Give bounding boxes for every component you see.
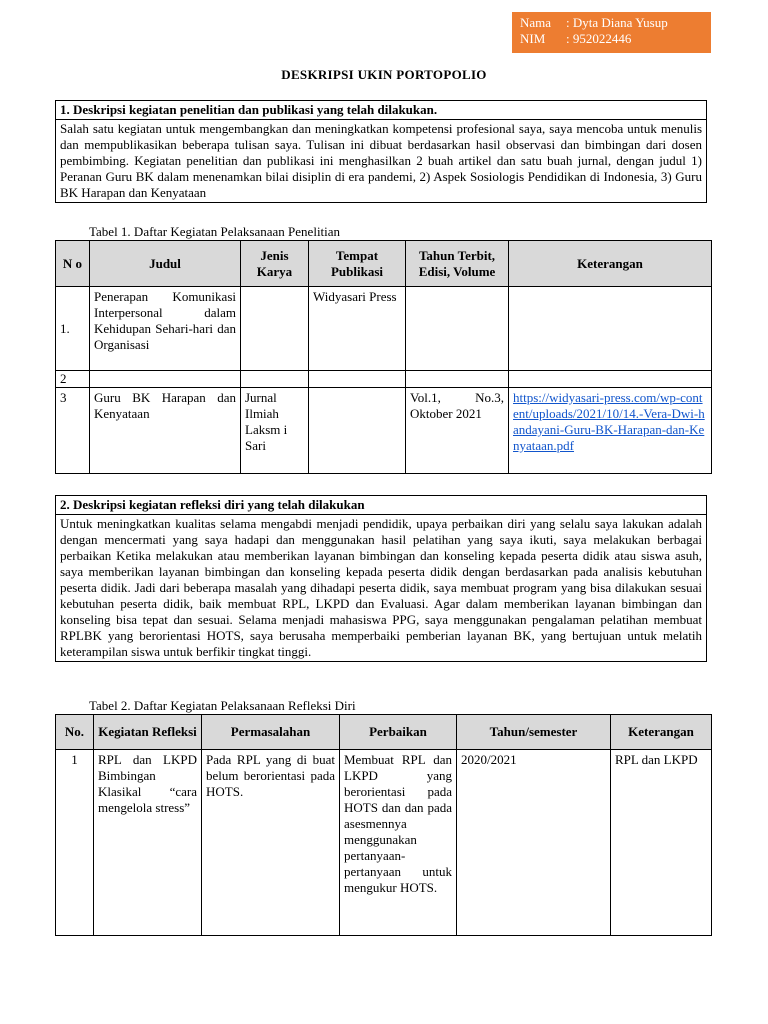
name-label: Nama	[520, 15, 552, 30]
table-cell-no: 1.	[56, 287, 90, 371]
section-1-heading: 1. Deskripsi kegiatan penelitian dan publikasi yang telah dilakukan.	[56, 101, 706, 120]
table-2-header-no: No.	[56, 715, 94, 750]
table-cell-judul: Penerapan Komunikasi Interpersonal dalam Kehidupan Sehari-hari dan Organisasi	[90, 287, 241, 371]
identity-box	[512, 12, 711, 53]
table-cell-tahun	[406, 287, 509, 371]
name-value: : Dyta Diana Yusup	[566, 15, 668, 30]
table-cell-tempat	[309, 388, 406, 474]
table-row	[56, 750, 712, 936]
table-cell-keterangan	[509, 371, 712, 388]
table-cell-perbaikan: Membuat RPL dan LKPD yang berorientasi pada HOTS dan dan pada asesmennya menggunakan pertanyaan-pertanyaan untuk mengukur HOTS.	[340, 750, 457, 936]
table-cell-kegiatan: RPL dan LKPD Bimbingan Klasikal “cara mengelola stress”	[94, 750, 202, 936]
table-row	[56, 287, 712, 371]
section-2-body: Untuk meningkatkan kualitas selama mengabdi menjadi pendidik, upaya perbaikan diri yang selalu saya lakukan adalah dengan mencermati yang saya hadapi dan menggunakan hasil pelatihan yang saya ikuti, saya melakukan berbagai perbaikan Ketika melakukan atau memberikan layanan bimbingan dan konseling kepada peserta didik atau siswa asuh, saya memberikan layanan bimbingan dan konseling kepada peserta didik dengan berdasarkan pada analisis kebutuhan peserta didik. Jadi dari beberapa masalah yang dihadapi peserta didik, saya membuat program yang bisa dilakukan sesuai kebutuhan peserta didik, baik membuat RPL, LKPD dan Evaluasi. Agar dalam memberikan layanan bimbingan dan konseling bisa tepat dan sesuai. Selama menjadi mahasiswa PPG, saya menggunakan pengalaman pelatihan membuat RPLBK yang berorientasi HOTS, saya berusaha memperbaiki pemberian layanan BK, yang bertujuan untuk melatih keterampilan siswa untuk berfikir tingkat tinggi.	[60, 516, 702, 659]
section-2-box	[55, 495, 707, 662]
table-cell-jenis: Jurnal Ilmiah Laksm i Sari	[241, 388, 309, 474]
table-cell-judul	[90, 371, 241, 388]
table-cell-no: 1	[56, 750, 94, 936]
table-2-header-perbaikan: Perbaikan	[340, 715, 457, 750]
table-row	[56, 371, 712, 388]
table-1-header-jenis: Jenis Karya	[241, 241, 309, 287]
table-1-header-tempat: Tempat Publikasi	[309, 241, 406, 287]
table-cell-keterangan: RPL dan LKPD	[611, 750, 712, 936]
section-1-body: Salah satu kegiatan untuk mengembangkan dan meningkatkan kompetensi profesional saya, saya mencoba untuk menulis dan mempublikasikan beberapa tulisan saya. Tulisan ini dibuat berdasarkan hasil observasi dan bimbingan dari dosen pembimbing. Kegiatan penelitian dan publikasi ini menghasilkan 2 buah artikel dan satu buah jurnal, dengan judul 1) Peranan Guru BK dalam menenamkan bilai disiplin di era pandemi, 2) Aspek Sosiologis Pendidikan di Indonesia, 3) Guru BK Harapan dan Kenyataan	[60, 121, 702, 200]
table-cell-jenis	[241, 287, 309, 371]
table-1-caption: Tabel 1. Daftar Kegiatan Pelaksanaan Penelitian	[89, 224, 341, 239]
nim-row	[520, 31, 703, 47]
table-cell-permasalahan: Pada RPL yang di buat belum berorientasi pada HOTS.	[202, 750, 340, 936]
table-cell-tahun: Vol.1, No.3, Oktober 2021	[406, 388, 509, 474]
table-2-header-tahun: Tahun/semester	[457, 715, 611, 750]
table-1-header-keterangan: Keterangan	[509, 241, 712, 287]
journal-link[interactable]: https://widyasari-press.com/wp-content/uploads/2021/10/14.-Vera-Dwi-handayani-Guru-BK-Harapan-dan-Kenyataan.pdf	[513, 390, 705, 453]
name-row	[520, 15, 703, 31]
table-cell-jenis	[241, 371, 309, 388]
table-row	[56, 388, 712, 474]
table-1-header-tahun: Tahun Terbit, Edisi, Volume	[406, 241, 509, 287]
table-cell-keterangan	[509, 388, 712, 474]
table-2-caption: Tabel 2. Daftar Kegiatan Pelaksanaan Refleksi Diri	[89, 698, 356, 713]
table-cell-no: 2	[56, 371, 90, 388]
table-1-header-row	[56, 241, 712, 287]
table-2-header-keterangan: Keterangan	[611, 715, 712, 750]
nim-label: NIM	[520, 31, 546, 46]
table-cell-no: 3	[56, 388, 90, 474]
table-1-header-judul: Judul	[90, 241, 241, 287]
table-2-header-kegiatan: Kegiatan Refleksi	[94, 715, 202, 750]
table-1	[55, 240, 712, 474]
page-title: DESKRIPSI UKIN PORTOPOLIO	[281, 67, 487, 82]
table-2-header-row	[56, 715, 712, 750]
table-cell-tempat: Widyasari Press	[309, 287, 406, 371]
table-cell-judul: Guru BK Harapan dan Kenyataan	[90, 388, 241, 474]
table-cell-tahun: 2020/2021	[457, 750, 611, 936]
table-2-header-permasalahan: Permasalahan	[202, 715, 340, 750]
table-1-header-no: N o	[56, 241, 90, 287]
table-cell-tempat	[309, 371, 406, 388]
table-cell-keterangan	[509, 287, 712, 371]
nim-value: : 952022446	[566, 31, 632, 46]
table-2	[55, 714, 712, 936]
table-cell-tahun	[406, 371, 509, 388]
section-2-heading: 2. Deskripsi kegiatan refleksi diri yang telah dilakukan	[56, 496, 706, 515]
section-1-box	[55, 100, 707, 203]
